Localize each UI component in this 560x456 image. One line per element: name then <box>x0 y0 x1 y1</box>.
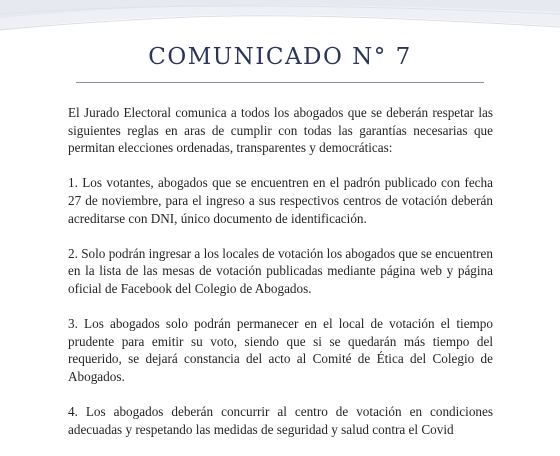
rule-item-2: 2. Solo podrán ingresar a los locales de votación los abogados que se encuentren en la lista de las mesas de votación publicadas mediante página web y página oficial de Facebook del Colegio de Abogados. <box>68 245 493 296</box>
communique-body <box>68 104 493 456</box>
rule-item-3: 3. Los abogados solo podrán permanecer en el local de votación el tiempo prudente para emitir su voto, siendo que si se quedarán más tiempo del requerido, se dejará constancia del acto al Comité de Ética del Colegio de Abogados. <box>68 316 493 384</box>
intro-paragraph: El Jurado Electoral comunica a todos los abogados que se deberán respetar las siguientes reglas en aras de cumplir con todas las garantías necesarias que permitan elecciones ordenadas, transparentes y democráticas: <box>68 105 493 156</box>
rule-item-4: 4. Los abogados deberán concurrir al centro de votación en condiciones adecuadas y respetando las medidas de seguridad y salud contra el Covid <box>68 404 493 437</box>
title-divider <box>76 82 484 83</box>
page-title: COMUNICADO N° 7 <box>148 44 412 70</box>
rule-item-1: 1. Los votantes, abogados que se encuentren en el padrón publicado con fecha 27 de noviembre, para el ingreso a sus respectivos centros de votación deberán acreditarse con DNI, único documento de identificación. <box>68 175 493 226</box>
